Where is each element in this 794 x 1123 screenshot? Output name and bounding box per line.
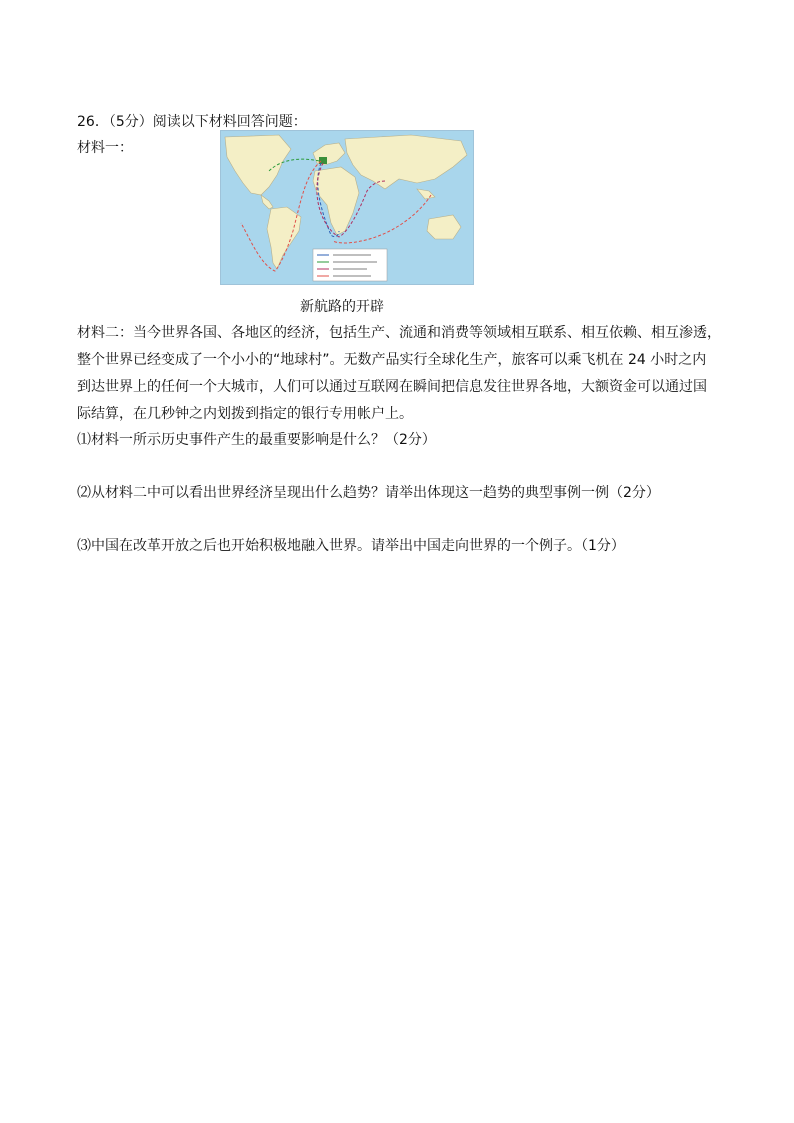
new-sea-routes-map	[220, 130, 474, 285]
sub-question-1: ⑴材料一所示历史事件产生的最重要影响是什么？（2分）	[77, 432, 436, 448]
map-caption: 新航路的开辟	[300, 299, 384, 315]
sub-question-3: ⑶中国在改革开放之后也开始积极地融入世界。请举出中国走向世界的一个例子。（1分）	[77, 538, 625, 554]
material2-line-4: 际结算，在几秒钟之内划拨到指定的银行专用帐户上。	[77, 406, 413, 422]
material2-line-2: 整个世界已经变成了一个小小的“地球村”。无数产品实行全球化生产，旅客可以乘飞机在 24 小时之内	[77, 352, 707, 368]
question-header: 26．（5分）阅读以下材料回答问题：	[77, 114, 307, 130]
material1-label: 材料一：	[77, 140, 133, 156]
material2-line-1: 材料二：当今世界各国、各地区的经济，包括生产、流通和消费等领域相互联系、相互依赖、相互渗透，	[77, 325, 721, 341]
sub-question-2: ⑵从材料二中可以看出世界经济呈现出什么趋势？请举出体现这一趋势的典型事例一例（2分）	[77, 485, 660, 501]
material2-line-3: 到达世界上的任何一个大城市，人们可以通过互联网在瞬间把信息发往世界各地，大额资金可以通过国	[77, 379, 707, 395]
